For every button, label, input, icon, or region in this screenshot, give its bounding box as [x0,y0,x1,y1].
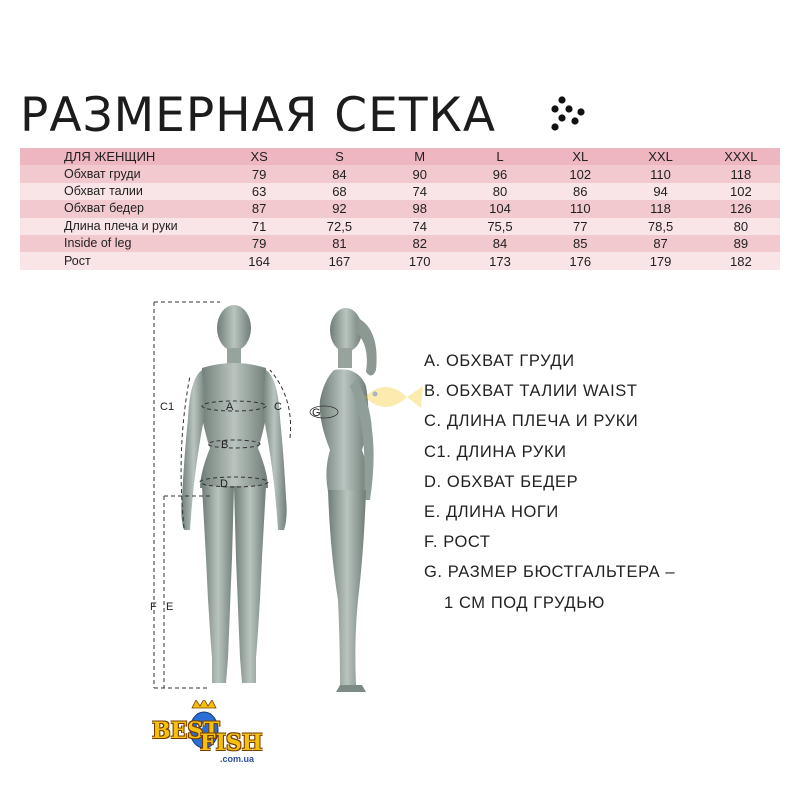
table-cell: 84 [332,166,347,182]
size-header: XS [250,149,268,165]
table-row [62,235,780,252]
table-row [62,165,780,182]
legend-item: G. РАЗМЕР БЮСТГАЛЬТЕРА – [424,563,676,582]
legend-item: D. ОБХВАТ БЕДЕР [424,472,579,491]
row-label: Обхват груди [64,166,141,181]
table-cell: 74 [412,218,427,234]
legend-item: F. РОСТ [424,533,491,552]
brand-dots-icon [548,96,590,136]
table-left-band [20,148,62,270]
logo-domain: .com.ua [220,754,255,764]
row-label: Рост [64,253,91,268]
table-cell: 85 [573,236,588,252]
row-label: Длина плеча и руки [64,218,178,233]
table-cell: 96 [492,166,508,182]
table-cell: 92 [332,201,347,217]
figure-label-b: B [221,439,229,451]
size-table [62,148,780,270]
table-cell: 63 [251,183,267,199]
size-header: S [335,149,344,165]
page-title: РАЗМЕРНАЯ СЕТКА [20,88,497,143]
figure-label-c: C [274,401,282,413]
best-fish-logo [152,700,262,770]
table-cell: 77 [573,218,588,234]
table-cell: 90 [412,166,427,182]
front-figure [150,298,300,698]
figure-label-c1: C1 [160,401,175,413]
table-cell: 98 [412,201,427,217]
table-cell: 81 [332,236,347,252]
size-header: XL [572,149,589,165]
figure-label-f: F [150,601,157,613]
figure-label-d: D [220,478,228,490]
logo-word-1: BEST [152,718,220,744]
legend-item: 1 СМ ПОД ГРУДЬЮ [444,593,605,612]
table-header-label: ДЛЯ ЖЕНЩИН [64,149,156,165]
table-cell: 102 [569,166,592,182]
table-row [62,200,780,217]
legend-item: E. ДЛИНА НОГИ [424,502,559,521]
figure-label-e: E [166,601,174,613]
fish-watermark-icon [345,372,435,422]
figure-label-a: A [226,401,234,413]
measurement-legend [424,346,754,618]
logo-word-2: FISH [200,730,263,756]
table-cell: 80 [492,183,508,199]
legend-item: A. ОБХВАТ ГРУДИ [424,352,575,370]
table-cell: 71 [251,218,267,234]
table-cell: 89 [733,236,749,252]
row-label: Inside of leg [64,236,132,251]
table-cell: 110 [650,166,671,182]
table-cell: 118 [650,201,671,217]
table-cell: 182 [729,253,752,269]
table-cell: 84 [492,236,508,252]
table-cell: 173 [489,253,511,269]
size-header: L [496,149,504,165]
table-cell: 179 [649,253,672,269]
table-cell: 87 [251,201,267,217]
table-cell: 86 [573,183,588,199]
table-row [62,183,780,200]
table-cell: 75,5 [487,218,513,234]
table-row [62,218,780,235]
row-label: Обхват бедер [64,201,144,216]
legend-item: B. ОБХВАТ ТАЛИИ WAIST [424,382,638,401]
table-cell: 78,5 [647,218,674,234]
table-cell: 80 [733,218,749,234]
size-header: XXXL [724,149,758,165]
table-cell: 74 [412,183,427,199]
table-cell: 176 [569,253,592,269]
table-row [62,252,780,269]
table-cell: 104 [489,201,511,217]
table-header-row [62,148,780,165]
table-cell: 110 [569,201,591,217]
table-cell: 79 [251,166,267,182]
table-cell: 72,5 [326,218,353,234]
legend-item: C1. ДЛИНА РУКИ [424,442,567,461]
size-header: M [414,149,426,165]
table-cell: 94 [653,183,668,199]
legend-item: C. ДЛИНА ПЛЕЧА И РУКИ [424,412,639,431]
row-label: Обхват талии [64,183,143,198]
table-cell: 102 [729,183,752,199]
table-cell: 68 [332,183,347,199]
table-cell: 118 [730,166,752,182]
size-header: XXL [648,149,673,165]
side-figure [300,300,410,700]
table-cell: 126 [729,201,752,217]
figure-label-g: G [312,407,321,419]
table-cell: 82 [412,236,427,252]
table-cell: 164 [248,253,270,269]
table-cell: 170 [408,253,431,269]
table-cell: 167 [328,253,351,269]
table-cell: 87 [653,236,668,252]
table-cell: 79 [251,236,267,252]
